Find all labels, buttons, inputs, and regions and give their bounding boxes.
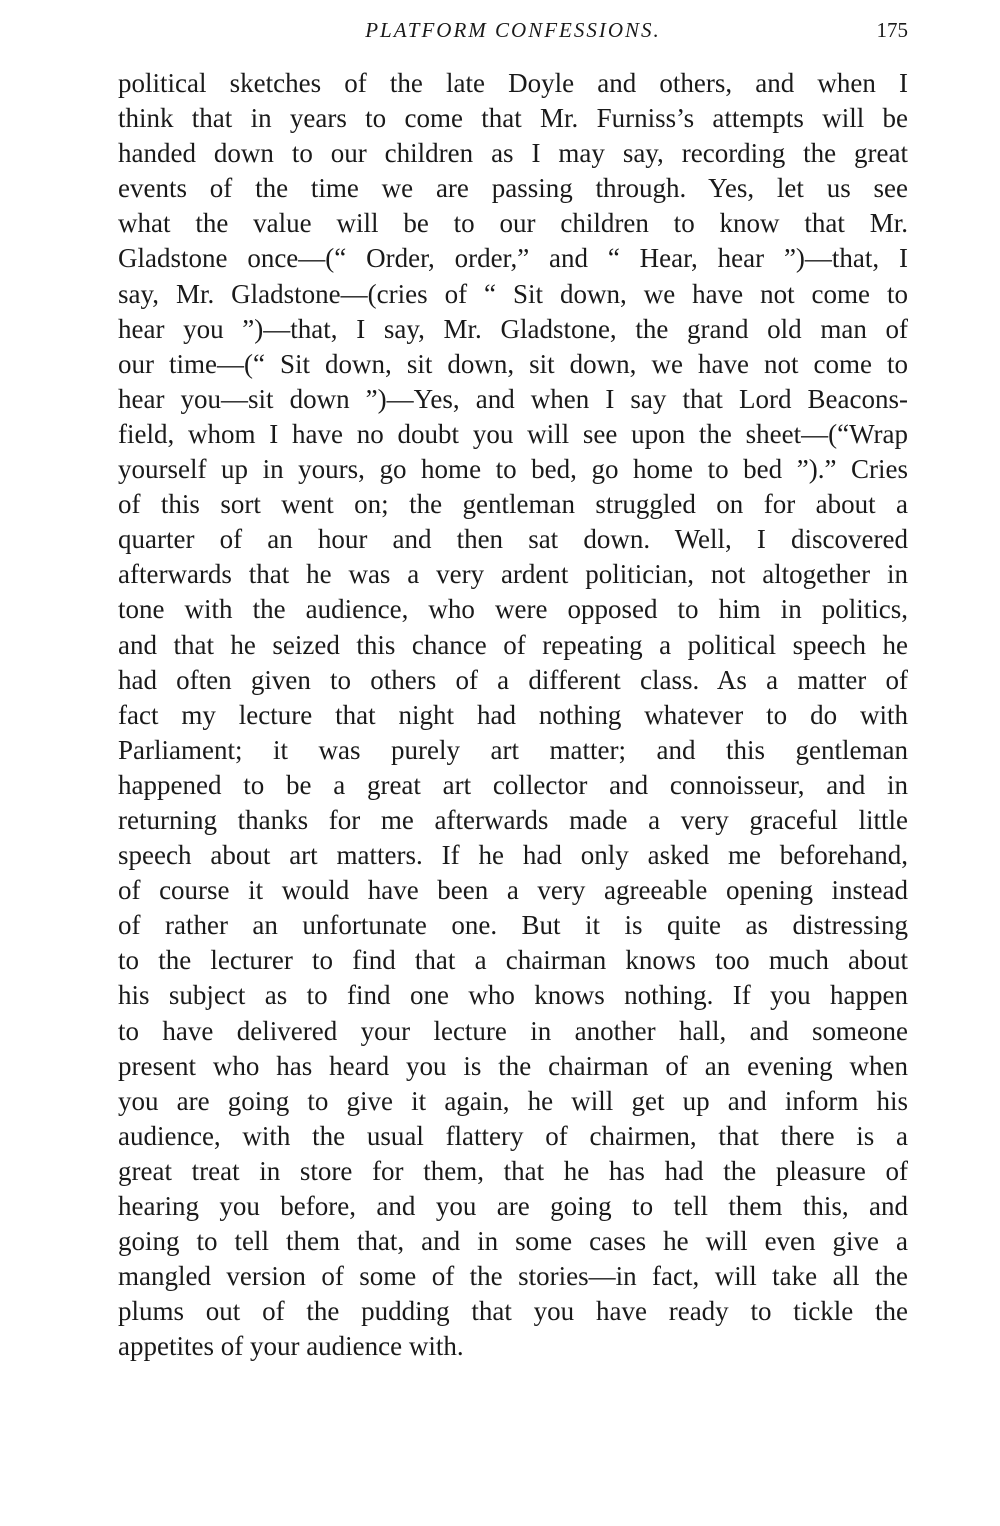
text-line: field, whom I have no doubt you will see upon the sheet—(“Wrap bbox=[118, 418, 908, 449]
text-line: audience, with the usual flattery of chairmen, that there is a bbox=[118, 1120, 908, 1151]
text-line: think that in years to come that Mr. Furniss’s attempts will be bbox=[118, 103, 908, 134]
text-line: what the value will be to our children to know that Mr. bbox=[118, 208, 908, 239]
text-line: present who has heard you is the chairman of an evening when bbox=[118, 1050, 908, 1081]
running-title: PLATFORM CONFESSIONS. bbox=[365, 18, 661, 42]
text-line: fact my lecture that night had nothing whatever to do with bbox=[118, 699, 908, 730]
text-line: mangled version of some of the stories—in fact, will take all the bbox=[118, 1261, 908, 1292]
running-head bbox=[118, 14, 908, 44]
text-line: say, Mr. Gladstone—(cries of “ Sit down, we have not come to bbox=[118, 278, 908, 309]
text-line: had often given to others of a different class. As a matter of bbox=[118, 664, 908, 695]
text-line: our time—(“ Sit down, sit down, sit down, we have not come to bbox=[118, 348, 908, 379]
text-line: his subject as to find one who knows nothing. If you happen bbox=[118, 980, 908, 1011]
text-line: you are going to give it again, he will get up and inform his bbox=[118, 1085, 908, 1116]
body-text bbox=[118, 66, 908, 1364]
page-number: 175 bbox=[876, 18, 908, 42]
text-line: handed down to our children as I may say, recording the great bbox=[118, 138, 908, 169]
text-line: speech about art matters. If he had only asked me beforehand, bbox=[118, 840, 908, 871]
text-line: appetites of your audience with. bbox=[118, 1331, 464, 1362]
text-line: to the lecturer to find that a chairman knows too much about bbox=[118, 945, 908, 976]
text-line: quarter of an hour and then sat down. Well, I discovered bbox=[118, 524, 908, 555]
text-line: of rather an unfortunate one. But it is quite as distressing bbox=[118, 910, 908, 941]
text-line: events of the time we are passing through. Yes, let us see bbox=[118, 173, 908, 204]
text-line: happened to be a great art collector and connoisseur, and in bbox=[118, 769, 908, 800]
text-line: hearing you before, and you are going to tell them this, and bbox=[118, 1191, 908, 1221]
text-line: to have delivered your lecture in another hall, and someone bbox=[118, 1015, 908, 1046]
text-line: returning thanks for me afterwards made a very graceful little bbox=[118, 804, 908, 835]
text-line: and that he seized this chance of repeating a political speech he bbox=[118, 629, 908, 660]
text-line: Parliament; it was purely art matter; and this gentleman bbox=[118, 734, 908, 765]
text-line: of course it would have been a very agreeable opening instead bbox=[118, 875, 908, 906]
text-line: going to tell them that, and in some cases he will even give a bbox=[118, 1226, 908, 1257]
text-line: of this sort went on; the gentleman struggled on for about a bbox=[118, 489, 908, 520]
text-line: political sketches of the late Doyle and others, and when I bbox=[118, 68, 908, 98]
text-line: Gladstone once—(“ Order, order,” and “ Hear, hear ”)—that, I bbox=[118, 243, 908, 274]
text-line: tone with the audience, who were opposed to him in politics, bbox=[118, 594, 908, 625]
text-line: plums out of the pudding that you have ready to tickle the bbox=[118, 1296, 908, 1327]
text-line: afterwards that he was a very ardent politician, not altogether in bbox=[118, 559, 908, 590]
text-line: yourself up in yours, go home to bed, go home to bed ”).” Cries bbox=[118, 454, 908, 485]
text-line: great treat in store for them, that he has had the pleasure of bbox=[118, 1155, 908, 1186]
text-line: hear you—sit down ”)—Yes, and when I say that Lord Beacons- bbox=[118, 383, 908, 414]
text-line: hear you ”)—that, I say, Mr. Gladstone, the grand old man of bbox=[118, 313, 908, 344]
